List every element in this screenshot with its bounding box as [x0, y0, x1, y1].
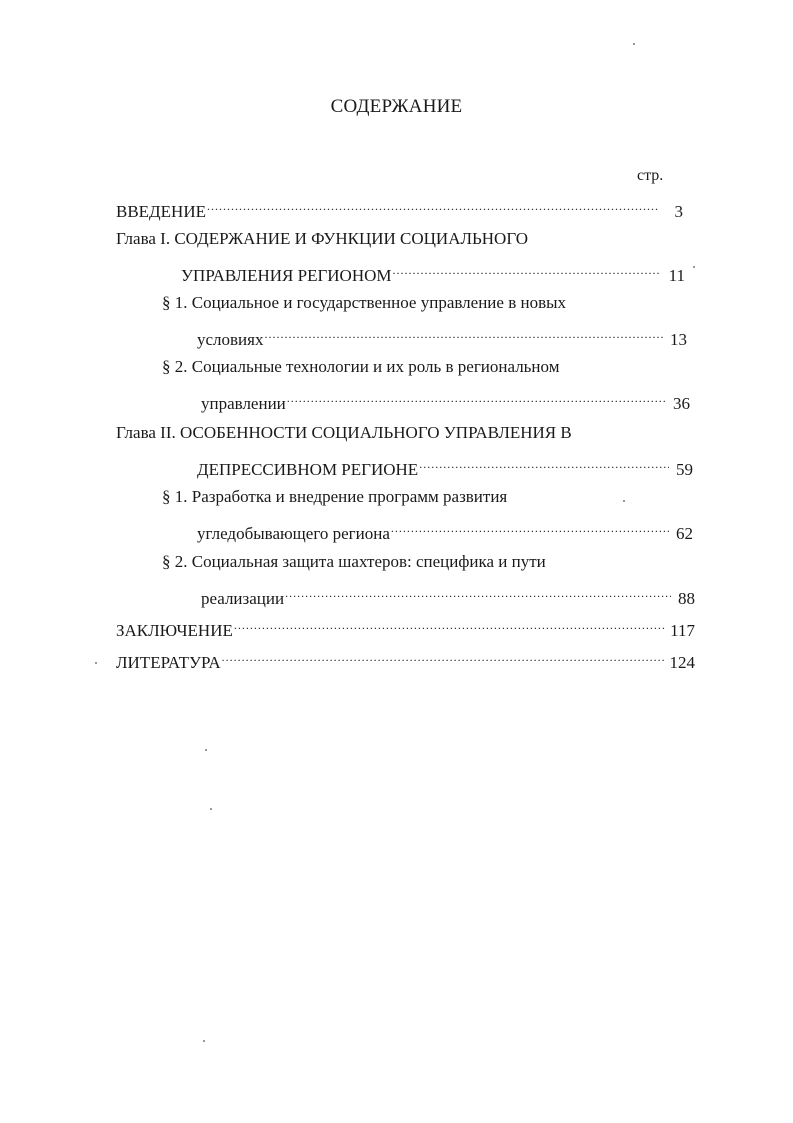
toc-item-label: угледобывающего региона	[197, 524, 390, 543]
page-title: СОДЕРЖАНИЕ	[330, 96, 463, 117]
leader-dots	[419, 455, 669, 475]
toc-page-number: 36	[673, 394, 690, 413]
toc-ch2-section1-line	[197, 519, 693, 544]
scan-speck	[205, 749, 207, 751]
leader-dots	[393, 261, 661, 281]
leader-dots	[285, 584, 671, 604]
scan-speck	[203, 1040, 205, 1042]
toc-ch2-section1-heading: § 1. Разработка и внедрение программ развития	[162, 487, 508, 506]
toc-chapter2-heading: Глава II. ОСОБЕННОСТИ СОЦИАЛЬНОГО УПРАВЛЕНИЯ В	[116, 423, 572, 442]
toc-item-label: УПРАВЛЕНИЯ РЕГИОНОМ	[181, 266, 392, 285]
toc-item-literature	[116, 648, 695, 673]
toc-page-number: 124	[669, 653, 695, 672]
toc-item-label: ВВЕДЕНИЕ	[116, 202, 206, 221]
toc-item-label: ДЕПРЕССИВНОМ РЕГИОНЕ	[197, 460, 419, 479]
toc-chapter1-line	[181, 261, 685, 286]
leader-dots	[234, 616, 666, 636]
scan-speck	[623, 500, 625, 502]
toc-ch1-section1-line	[197, 325, 687, 350]
toc-page-number: 59	[676, 460, 693, 479]
leader-dots	[264, 325, 663, 345]
toc-page-number: 62	[676, 524, 693, 543]
toc-item-intro	[116, 197, 683, 222]
toc-item-label: условиях	[197, 330, 264, 349]
toc-page-number: 3	[674, 202, 683, 221]
toc-item-conclusion	[116, 616, 695, 641]
toc-item-label: ЛИТЕРАТУРА	[116, 653, 221, 672]
toc-ch1-section2-line	[201, 389, 690, 414]
toc-ch1-section1-heading: § 1. Социальное и государственное управление в новых	[162, 293, 567, 312]
toc-ch2-section2-heading: § 2. Социальная защита шахтеров: специфика и пути	[162, 552, 546, 571]
leader-dots	[287, 389, 666, 409]
toc-page-number: 11	[668, 266, 685, 285]
leader-dots	[207, 197, 659, 217]
toc-ch2-section2-line	[201, 584, 695, 609]
toc-item-label: ЗАКЛЮЧЕНИЕ	[116, 621, 233, 640]
scan-speck	[693, 266, 695, 268]
toc-page-number: 13	[670, 330, 687, 349]
scan-speck	[633, 43, 635, 45]
toc-ch1-section2-heading: § 2. Социальные технологии и их роль в региональном	[162, 357, 560, 376]
toc-page-number: 117	[670, 621, 695, 640]
toc-chapter1-heading: Глава I. СОДЕРЖАНИЕ И ФУНКЦИИ СОЦИАЛЬНОГО	[116, 229, 529, 248]
page-column-label: стр.	[637, 167, 664, 184]
toc-page-number: 88	[678, 589, 695, 608]
scan-speck	[210, 808, 212, 810]
toc-item-label: управлении	[201, 394, 286, 413]
toc-chapter2-line	[197, 455, 693, 480]
leader-dots	[391, 519, 669, 539]
leader-dots	[222, 648, 666, 668]
scan-speck	[95, 662, 97, 664]
toc-item-label: реализации	[201, 589, 285, 608]
